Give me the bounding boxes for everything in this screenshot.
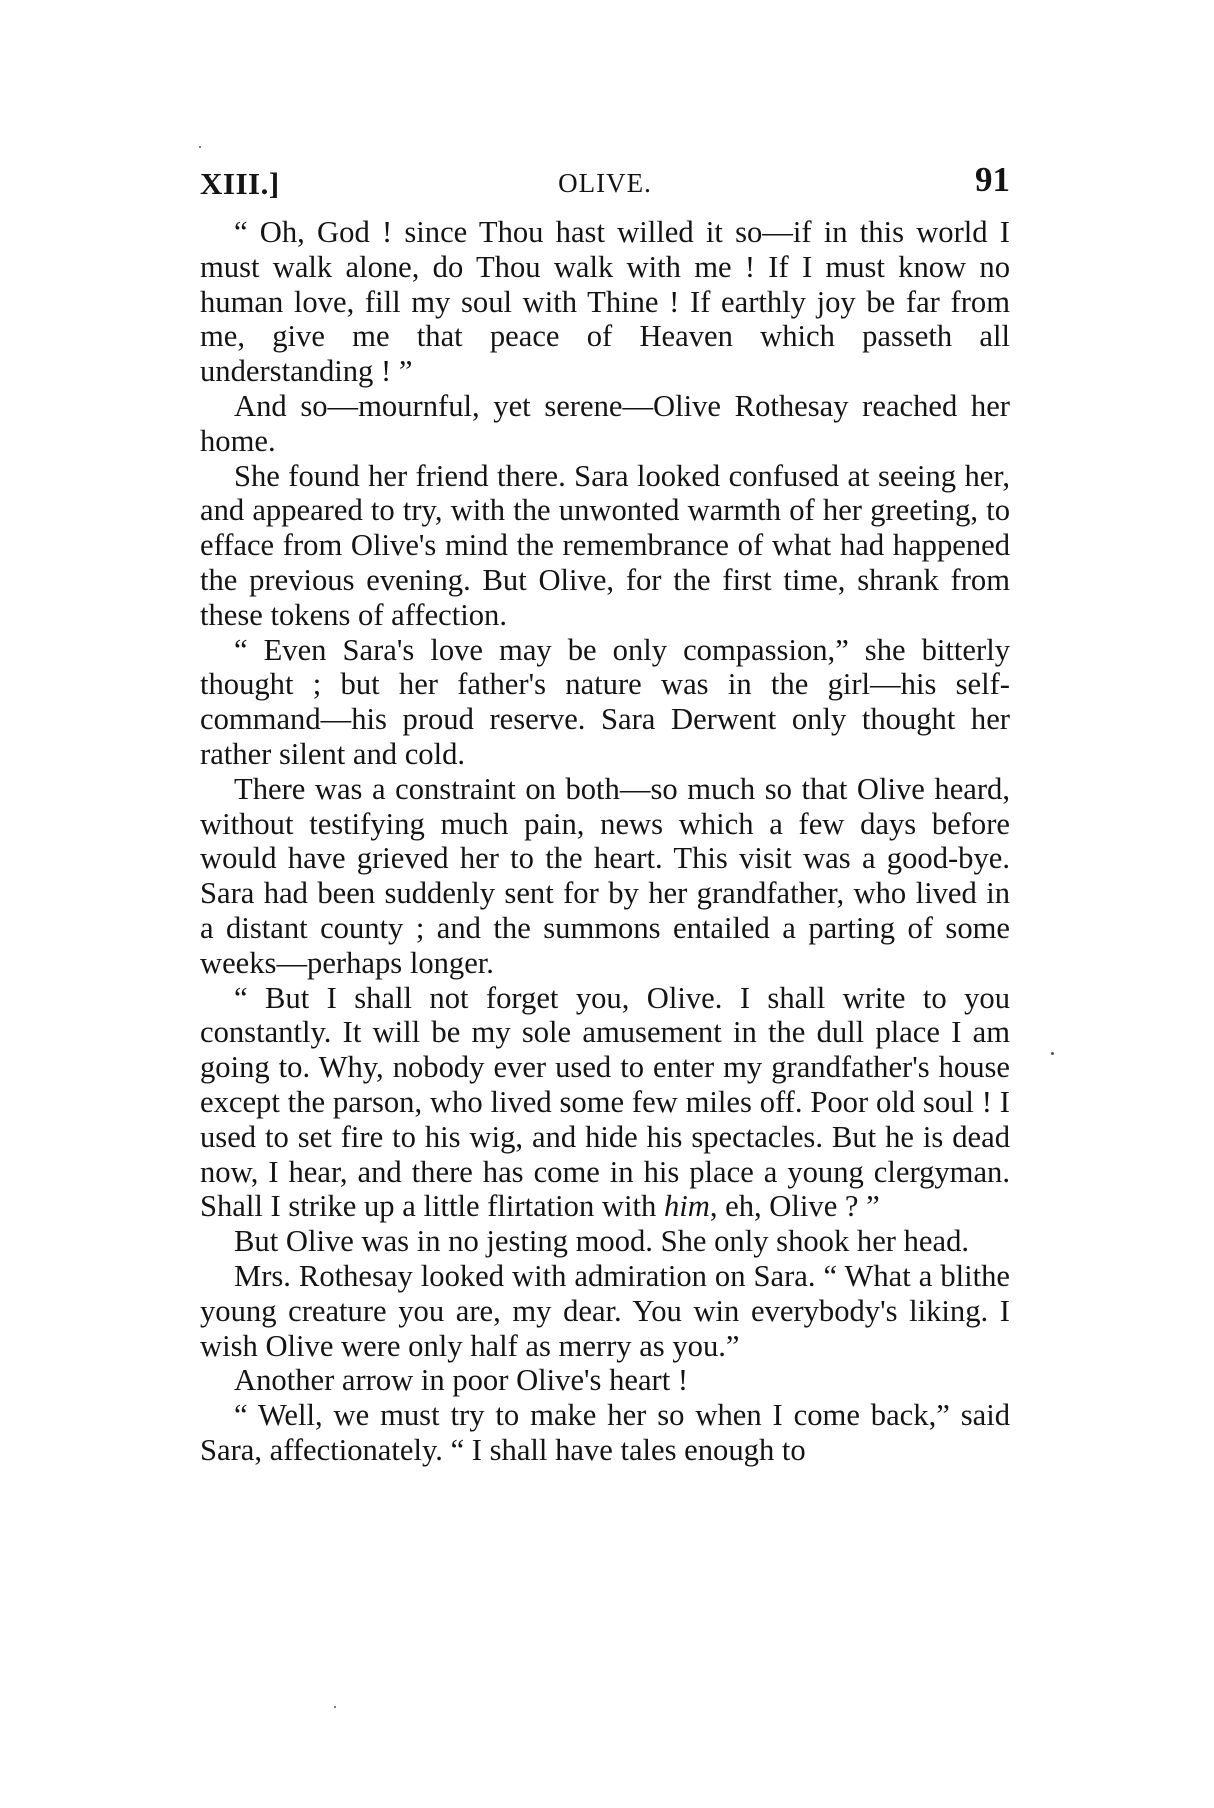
- body-text: [200, 215, 1010, 1468]
- running-head: [200, 158, 1010, 202]
- paragraph: Mrs. Rothesay looked with admiration on Sara. “ What a blithe young creature you are, my dear. You win everybody's liking. I wish Olive were only half as merry as you.”: [200, 1258, 1010, 1363]
- page-number: 91: [975, 160, 1010, 199]
- running-title: OLIVE.: [558, 168, 652, 198]
- paragraph: But Olive was in no jesting mood. She only shook her head.: [234, 1224, 970, 1259]
- scan-speck: [199, 146, 201, 148]
- scan-speck: [334, 1706, 336, 1708]
- emphasis-text: him: [663, 1189, 710, 1224]
- paragraph: And so—mournful, yet serene—Olive Rothesay reached her home.: [200, 388, 1010, 458]
- paragraph: “ Well, we must try to make her so when I come back,” said Sara, affectionately. “ I shall have tales enough to: [200, 1398, 1010, 1467]
- paragraph: There was a constraint on both—so much so that Olive heard, without testifying much pain, news which a few days before would have grieved her to the heart. This visit was a good-bye. Sara had been suddenly sent for by her grandfather, who lived in a distant county ; and the summons entailed a parting of some weeks—perhaps longer.: [200, 771, 1010, 980]
- paragraph: “ Oh, God ! since Thou hast willed it so—if in this world I must walk alone, do Thou walk with me ! If I must know no human love, fill my soul with Thine ! If earthly joy be far from me, give me that peace of Heaven which passeth all understanding ! ”: [200, 215, 1010, 389]
- paragraph: [200, 981, 1010, 1225]
- scan-speck: [1051, 1052, 1054, 1055]
- paragraph: Another arrow in poor Olive's heart !: [234, 1363, 689, 1398]
- paragraph: “ Even Sara's love may be only compassion,” she bitterly thought ; but her father's nature was in the girl—his self-command—his proud reserve. Sara Derwent only thought her rather silent and cold.: [200, 632, 1010, 771]
- paragraph-text: “ But I shall not forget you, Olive. I shall write to you constantly. It will be my sole amusement in the dull place I am going to. Why, nobody ever used to enter my grandfather's house except the parson, who lived some few miles off. Poor old soul ! I used to set fire to his wig, and hide his spectacles. But he is dead now, I hear, and there has come in his place a young clergyman. Shall I strike up a little flirtation with: [200, 980, 1010, 1224]
- paragraph: She found her friend there. Sara looked confused at seeing her, and appeared to try, with the unwonted warmth of her greeting, to efface from Olive's mind the remembrance of what had happened the previous evening. But Olive, for the first time, shrank from these tokens of affection.: [200, 458, 1010, 632]
- paragraph-text: , eh, Olive ? ”: [709, 1189, 880, 1224]
- chapter-label: XIII.]: [200, 166, 280, 201]
